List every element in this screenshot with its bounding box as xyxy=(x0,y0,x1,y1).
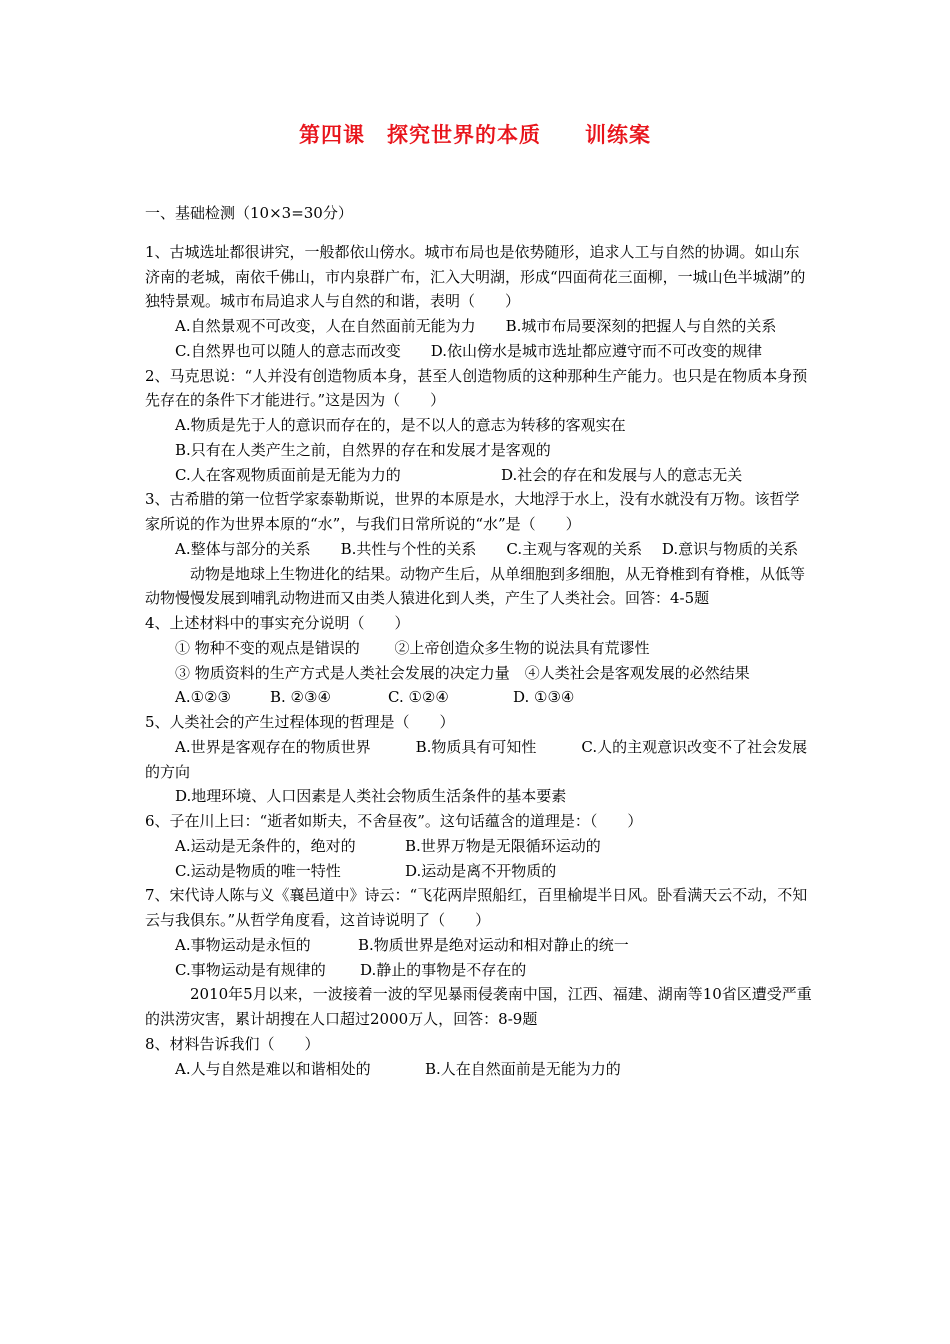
question-7-option-d: D.静止的事物是不存在的 xyxy=(360,960,527,979)
question-4-option-b: B. ②③④ xyxy=(270,688,331,707)
page-title: 第四课 探究世界的本质 训练案 xyxy=(299,123,651,147)
question-4-statements-34: ③ 物质资料的生产方式是人类社会发展的决定力量 ④人类社会是客观发展的必然结果 xyxy=(175,663,750,682)
document-body xyxy=(145,201,813,1081)
question-8-stem: 8、材料告诉我们（ ） xyxy=(145,1034,320,1053)
question-8-option-b: B.人在自然面前是无能为力的 xyxy=(425,1059,621,1078)
question-6-option-a: A.运动是无条件的，绝对的 xyxy=(175,836,356,855)
question-5-stem: 5、人类社会的产生过程体现的哲理是（ ） xyxy=(145,713,455,731)
question-6-stem: 6、子在川上曰：“逝者如斯夫，不舍昼夜”。这句话蕴含的道理是：（ ） xyxy=(145,812,643,830)
question-6-option-d: D.运动是离不开物质的 xyxy=(405,861,557,880)
question-4-stem: 4、上述材料中的事实充分说明（ ） xyxy=(145,614,410,632)
question-4-option-d: D. ①③④ xyxy=(513,688,575,707)
question-6-option-c: C.运动是物质的唯一特性 xyxy=(175,861,341,880)
question-3-options: A.整体与部分的关系 B.共性与个性的关系 C.主观与客观的关系 D.意识与物质的关系 xyxy=(175,539,799,558)
question-8-option-a: A.人与自然是难以和谐相处的 xyxy=(175,1059,371,1078)
question-7-options-ab xyxy=(145,933,813,958)
question-6-option-b: B.世界万物是无限循环运动的 xyxy=(405,836,601,855)
question-8-options-ab xyxy=(145,1057,813,1082)
question-1-options-cd: C.自然界也可以随人的意志而改变 D.依山傍水是城市选址都应遵守而不可改变的规律 xyxy=(175,341,762,360)
question-6-options-ab xyxy=(145,834,813,859)
question-1-stem: 1、古城选址都很讲究，一般都依山傍水。城市布局也是依势随形，追求人工与自然的协调。如山东济南的老城，南依千佛山，市内泉群广布，汇入大明湖，形成“四面荷花三面柳，一城山色半城湖”的独特景观。城市布局追求人与自然的和谐，表明（ ） xyxy=(145,242,806,311)
question-7-option-c: C.事物运动是有规律的 xyxy=(175,960,326,979)
question-4-options xyxy=(145,685,813,710)
question-7-option-b: B.物质世界是绝对运动和相对静止的统一 xyxy=(358,935,629,954)
question-5-options-abc: A.世界是客观存在的物质世界 B.物质具有可知性 C.人的主观意识改变不了社会发展的方向 xyxy=(145,737,808,781)
question-2-options-cd xyxy=(145,463,813,488)
question-6-options-cd xyxy=(145,859,813,884)
material-passage-2: 2010年5月以来，一波接着一波的罕见暴雨侵袭南中国，江西、福建、湖南等10省区遭受严重的洪涝灾害，累计胡搜在人口超过2000万人，回答：8-9题 xyxy=(145,985,812,1028)
question-4-option-a: A.①②③ xyxy=(175,688,231,707)
question-2-stem: 2、马克思说：“人并没有创造物质本身，甚至人创造物质的这种那种生产能力。也只是在物质本身预先存在的条件下才能进行。”这是因为（ ） xyxy=(145,366,808,410)
question-2-option-d: D.社会的存在和发展与人的意志无关 xyxy=(501,465,743,484)
question-3-stem: 3、古希腊的第一位哲学家泰勒斯说，世界的本原是水，大地浮于水上，没有水就没有万物。该哲学家所说的作为世界本原的“水”，与我们日常所说的“水”是（ ） xyxy=(145,490,800,533)
question-5-option-d: D.地理环境、人口因素是人类社会物质生活条件的基本要素 xyxy=(175,787,567,806)
question-7-option-a: A.事物运动是永恒的 xyxy=(175,935,311,954)
question-7-options-cd xyxy=(145,958,813,983)
question-2-option-b: B.只有在人类产生之前，自然界的存在和发展才是客观的 xyxy=(175,440,551,459)
question-2-option-c: C.人在客观物质面前是无能为力的 xyxy=(175,465,401,484)
question-2-option-a: A.物质是先于人的意识而存在的，是不以人的意志为转移的客观实在 xyxy=(175,416,626,434)
question-4-statements-12: ① 物种不变的观点是错误的 ②上帝创造众多生物的说法具有荒谬性 xyxy=(175,638,650,657)
question-4-option-c: C. ①②④ xyxy=(388,688,449,707)
material-passage-1: 动物是地球上生物进化的结果。动物产生后，从单细胞到多细胞，从无脊椎到有脊椎，从低等动物慢慢发展到哺乳动物进而又由类人猿进化到人类，产生了人类社会。回答：4-5题 xyxy=(145,564,806,608)
question-7-stem: 7、宋代诗人陈与义《襄邑道中》诗云：“飞花两岸照船红，百里榆堤半日风。卧看满天云不动，不知云与我俱东。”从哲学角度看，这首诗说明了（ ） xyxy=(145,886,808,929)
question-1-options-ab: A.自然景观不可改变，人在自然面前无能为力 B.城市布局要深刻的把握人与自然的关系 xyxy=(175,317,777,335)
section-heading: 一、基础检测（10×3=30分） xyxy=(145,204,353,222)
